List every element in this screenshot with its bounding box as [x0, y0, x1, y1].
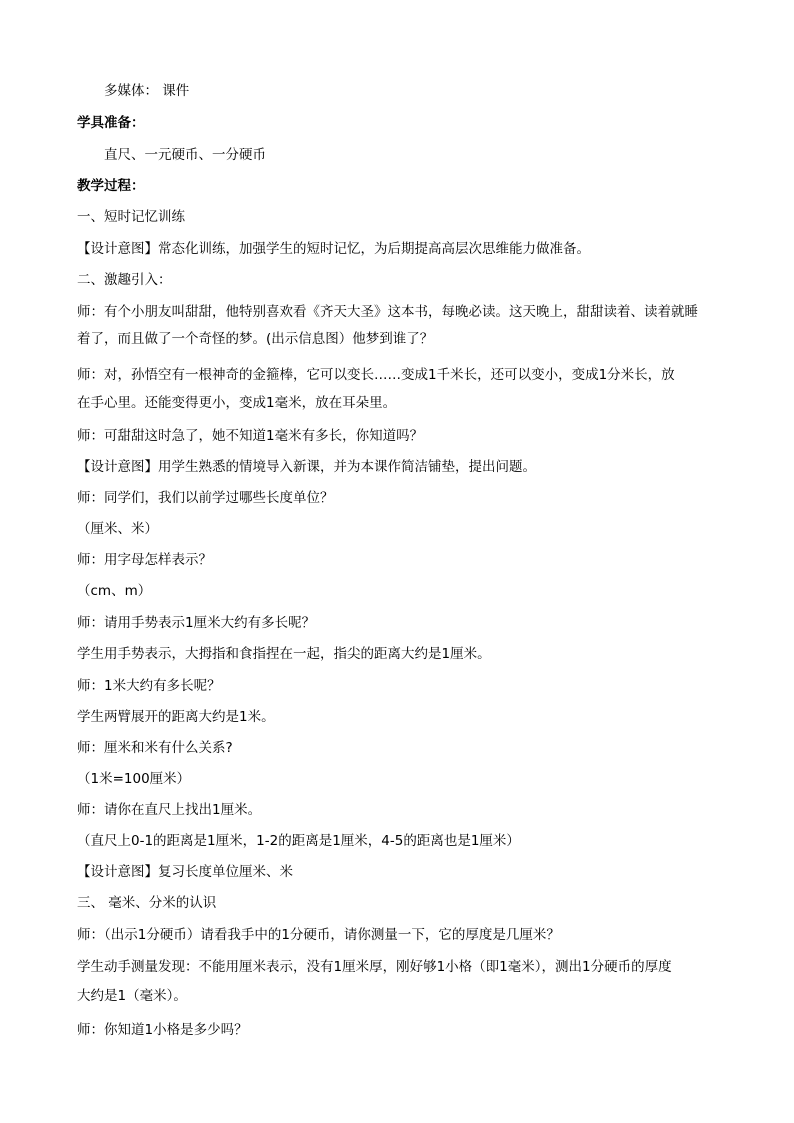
paragraph-line: 师：厘米和米有什么关系?	[77, 740, 233, 756]
media-line: 多媒体： 课件	[104, 83, 190, 99]
section-heading-process: 教学过程：	[77, 178, 145, 194]
paragraph-line: 学生两臂展开的距离大约是1米。	[77, 709, 275, 725]
paragraph-line: 学生用手势表示，大拇指和食指捏在一起，指尖的距离大约是1厘米。	[77, 646, 491, 662]
paragraph-line: 师：请你在直尺上找出1厘米。	[77, 802, 262, 818]
paragraph-line: 师：有个小朋友叫甜甜，他特别喜欢看《齐天大圣》这本书，每晚必读。这天晚上，甜甜读着、读着就睡	[77, 304, 698, 320]
paragraph-line: 师：可甜甜这时急了，她不知道1毫米有多长，你知道吗？	[77, 428, 424, 444]
paragraph-line: 在手心里。还能变得更小，变成1毫米，放在耳朵里。	[77, 395, 397, 411]
section-heading-tools: 学具准备：	[77, 115, 145, 131]
paragraph-line: 师：（出示1分硬币）请看我手中的1分硬币，请你测量一下，它的厚度是几厘米？	[77, 927, 560, 943]
answer-line: （cm、m）	[77, 583, 152, 599]
paragraph-line: 师：同学们，我们以前学过哪些长度单位？	[77, 490, 334, 506]
paragraph-line: 师：1米大约有多长呢？	[77, 678, 221, 694]
tools-line: 直尺、一元硬币、一分硬币	[104, 147, 266, 163]
step-heading: 三、 毫米、分米的认识	[77, 895, 217, 911]
design-intent: 【设计意图】用学生熟悉的情境导入新课，并为本课作简洁铺垫，提出问题。	[77, 459, 536, 475]
paragraph-line: 师：用字母怎样表示？	[77, 552, 212, 568]
step-heading: 一、短时记忆训练	[77, 209, 185, 225]
paragraph-line: 师：请用手势表示1厘米大约有多长呢？	[77, 615, 316, 631]
step-heading: 二、激趣引入：	[77, 272, 172, 288]
paragraph-line: 着了，而且做了一个奇怪的梦。(出示信息图）他梦到谁了？	[77, 331, 434, 347]
answer-line: （厘米、米）	[77, 521, 158, 537]
paragraph-line: 学生动手测量发现：不能用厘米表示，没有1厘米厚，刚好够1小格（即1毫米），测出1分硬币的厚度	[77, 959, 672, 975]
paragraph-line: 师：对，孙悟空有一根神奇的金箍棒，它可以变长……变成1千米长，还可以变小，变成1分米长，放	[77, 367, 675, 383]
design-intent: 【设计意图】复习长度单位厘米、米	[77, 864, 293, 880]
paragraph-line: 大约是1（毫米）。	[77, 988, 187, 1004]
answer-line: （直尺上0-1的距离是1厘米，1-2的距离是1厘米，4-5的距离也是1厘米）	[77, 833, 520, 849]
paragraph-line: 师：你知道1小格是多少吗？	[77, 1022, 248, 1038]
design-intent: 【设计意图】常态化训练，加强学生的短时记忆，为后期提高高层次思维能力做准备。	[77, 241, 590, 257]
answer-line: （1米=100厘米）	[77, 771, 191, 787]
